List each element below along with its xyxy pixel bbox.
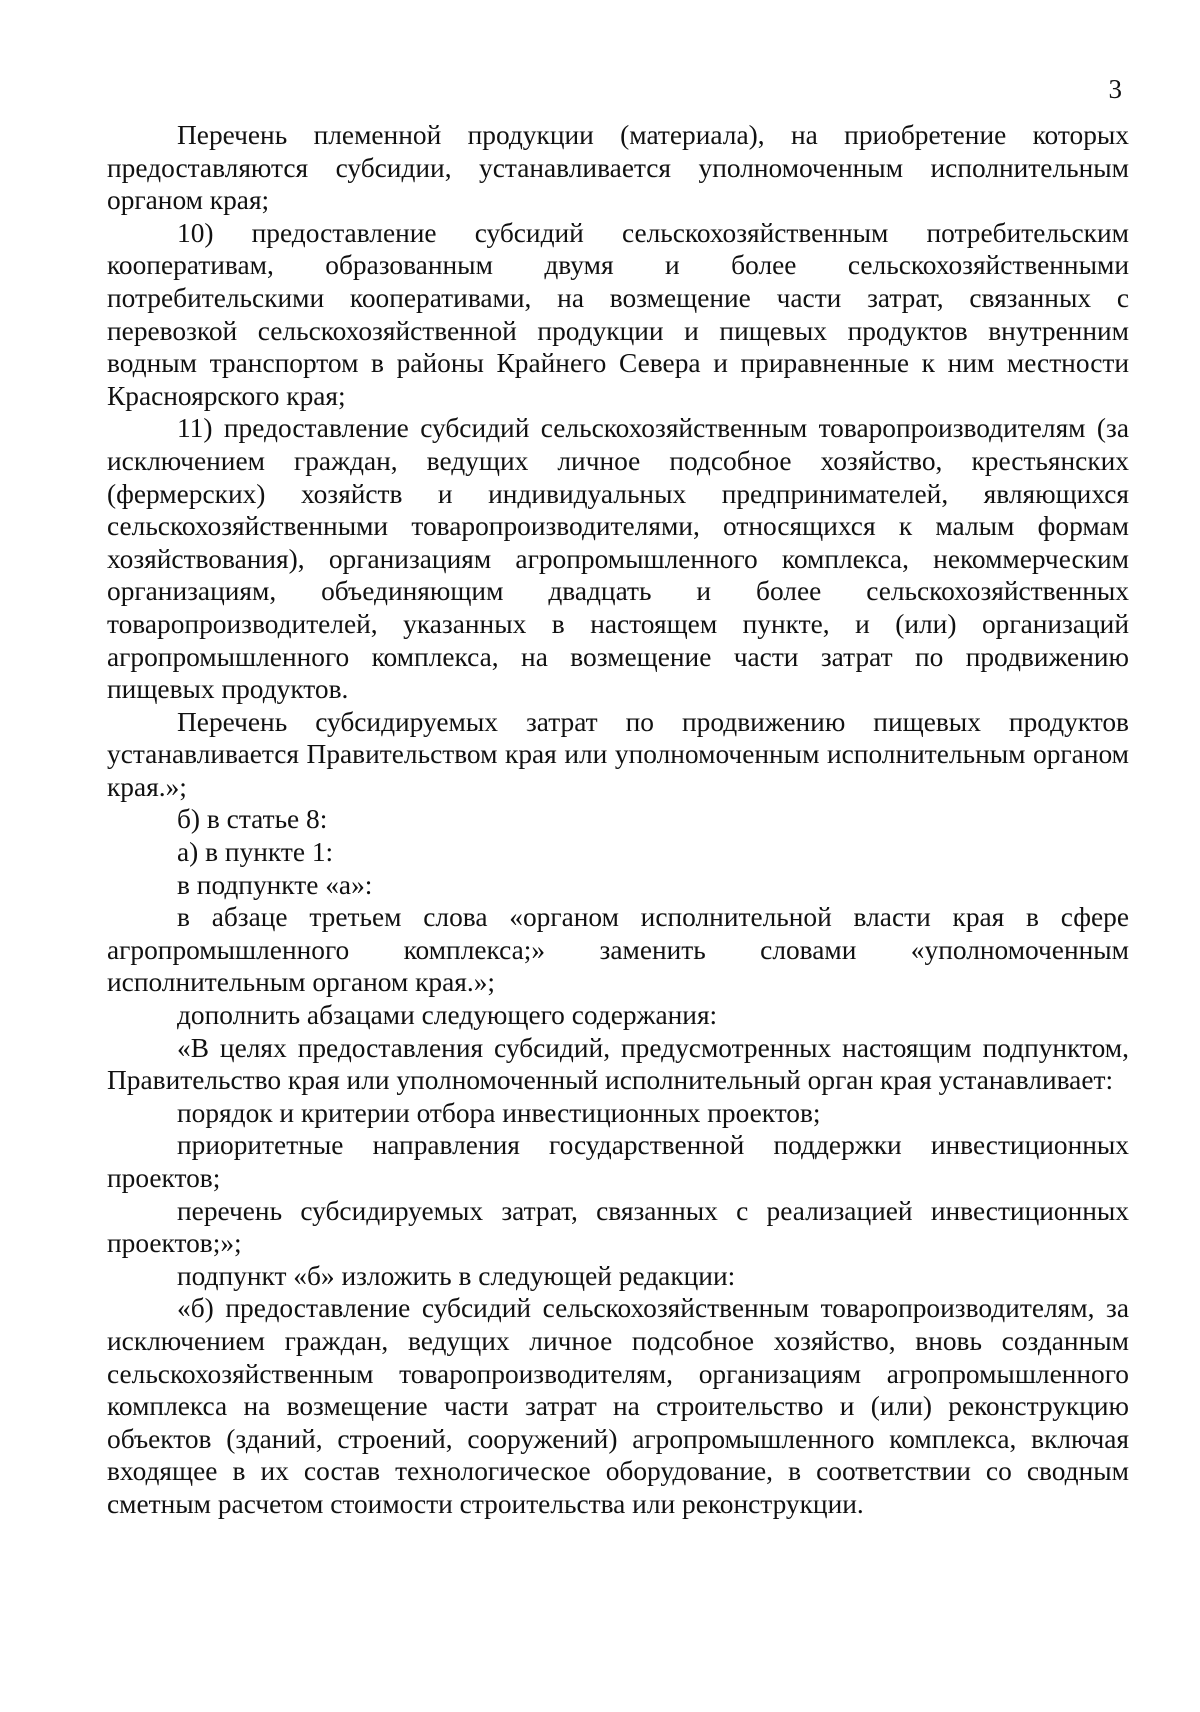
paragraph-5: б) в статье 8:: [177, 804, 328, 835]
paragraph-6: а) в пункте 1:: [177, 837, 334, 868]
paragraph-8: в абзаце третьем слова «органом исполнительной власти края в сфере агропромышленного комплекса;» заменить словами «уполномоченным исполнительным органом края.»;: [107, 902, 1129, 998]
paragraph-10: «В целях предоставления субсидий, предусмотренных настоящим подпунктом, Правительство края или уполномоченный исполнительный орган края устанавливает:: [107, 1032, 1129, 1096]
paragraph-9: дополнить абзацами следующего содержания:: [177, 1000, 718, 1031]
paragraph-4: Перечень субсидируемых затрат по продвижению пищевых продуктов устанавливается Правительством края или уполномоченным исполнительным органом края.»;: [107, 706, 1129, 802]
paragraph-2: 10) предоставление субсидий сельскохозяйственным потребительским кооперативам, образованным двумя и более сельскохозяйственными потребительскими кооперативами, на возмещение части затрат, связанных с перевозкой сельскохозяйственной продукции и пищевых продуктов внутренним водным транспортом в районы Крайнего Севера и приравненные к ним местности Красноярского края;: [107, 217, 1129, 411]
document-body: [107, 119, 1129, 1521]
paragraph-15: «б) предоставление субсидий сельскохозяйственным товаропроизводителям, за исключением граждан, ведущих личное подсобное хозяйство, вновь созданным сельскохозяйственным товаропроизводителям, организациям агропромышленного комплекса на возмещение части затрат на строительство и (или) реконструкцию объектов (зданий, строений, сооружений) агропромышленного комплекса, включая входящее в их состав технологическое оборудование, в соответствии со сводным сметным расчетом стоимости строительства или реконструкции.: [107, 1293, 1129, 1519]
paragraph-3: 11) предоставление субсидий сельскохозяйственным товаропроизводителям (за исключением граждан, ведущих личное подсобное хозяйство, крестьянских (фермерских) хозяйств и индивидуальных предпринимателей, являющихся сельскохозяйственными товаропроизводителями, относящихся к малым формам хозяйствования), организациям агропромышленного комплекса, некоммерческим организациям, объединяющим двадцать и более сельскохозяйственных товаропроизводителей, указанных в настоящем пункте, и (или) организаций агропромышленного комплекса, на возмещение части затрат по продвижению пищевых продуктов.: [107, 413, 1129, 705]
paragraph-13: перечень субсидируемых затрат, связанных с реализацией инвестиционных проектов;»;: [107, 1195, 1129, 1259]
paragraph-7: в подпункте «а»:: [177, 869, 373, 900]
paragraph-1: Перечень племенной продукции (материала), на приобретение которых предоставляются субсидии, устанавливается уполномоченным исполнительным органом края;: [107, 120, 1129, 216]
paragraph-12: приоритетные направления государственной поддержки инвестиционных проектов;: [107, 1130, 1129, 1193]
paragraph-14: подпункт «б» изложить в следующей редакции:: [177, 1260, 736, 1291]
page-number: 3: [1108, 74, 1122, 104]
paragraph-11: порядок и критерии отбора инвестиционных проектов;: [177, 1097, 821, 1128]
